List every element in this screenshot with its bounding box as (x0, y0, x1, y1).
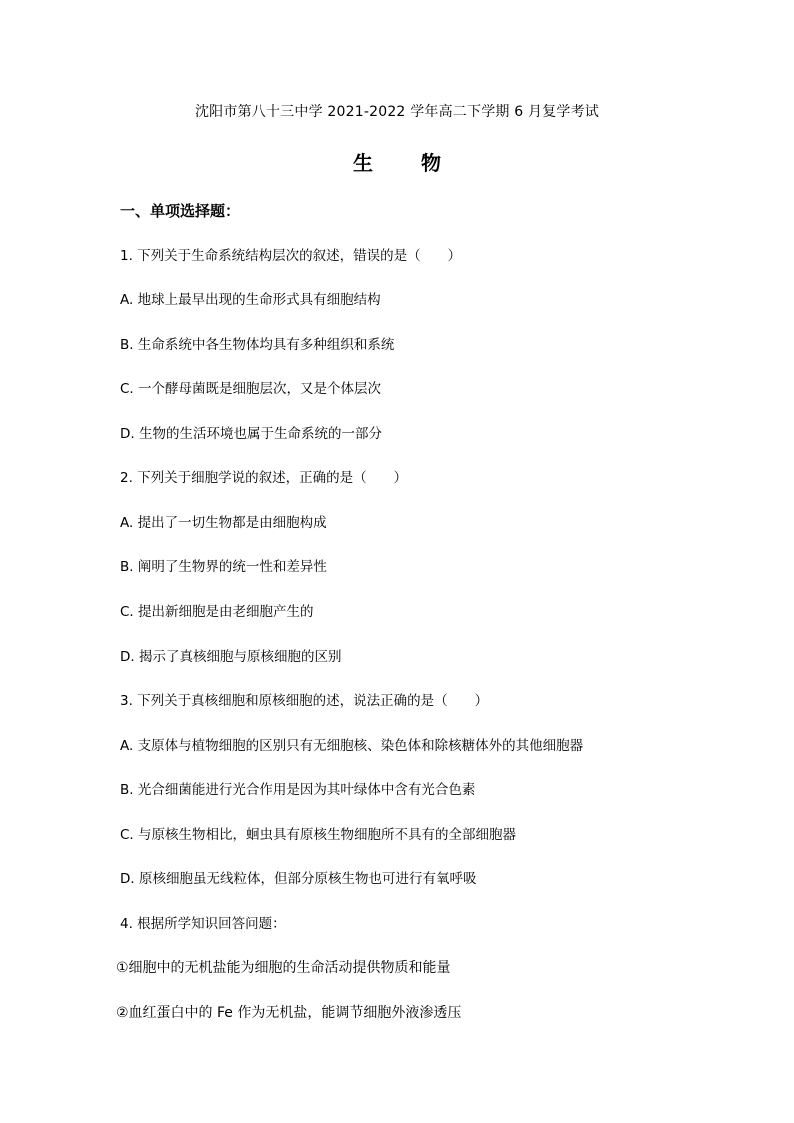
question-3-stem: 3. 下列关于真核细胞和原核细胞的述，说法正确的是（ ） (120, 693, 489, 709)
subject-char-1: 生 (353, 151, 373, 175)
exam-title: 沈阳市第八十三中学 2021-2022 学年高二下学期 6 月复学考试 (194, 104, 600, 120)
question-3-option-c: C. 与原核生物相比，蛔虫具有原核生物细胞所不具有的全部细胞器 (120, 827, 517, 843)
section-heading: 一、单项选择题： (120, 202, 241, 220)
question-1-stem: 1. 下列关于生命系统结构层次的叙述，错误的是（ ） (120, 248, 462, 264)
question-4-statement-2: ②血红蛋白中的 Fe 作为无机盐，能调节细胞外液渗透压 (116, 1005, 462, 1021)
subject-title (0, 150, 794, 176)
question-4-statement-1: ①细胞中的无机盐能为细胞的生命活动提供物质和能量 (116, 960, 451, 976)
question-2-option-c: C. 提出新细胞是由老细胞产生的 (120, 604, 314, 620)
question-3-option-d: D. 原核细胞虽无线粒体，但部分原核生物也可进行有氧呼吸 (120, 871, 477, 887)
question-1-option-d: D. 生物的生活环境也属于生命系统的一部分 (120, 426, 382, 442)
question-4-stem: 4. 根据所学知识回答问题： (120, 916, 286, 932)
question-3-option-a: A. 支原体与植物细胞的区别只有无细胞核、染色体和除核糖体外的其他细胞器 (120, 738, 584, 754)
question-2-option-d: D. 揭示了真核细胞与原核细胞的区别 (120, 649, 342, 665)
question-2-option-a: A. 提出了一切生物都是由细胞构成 (120, 515, 327, 531)
question-1-option-a: A. 地球上最早出现的生命形式具有细胞结构 (120, 292, 381, 308)
question-1-option-b: B. 生命系统中各生物体均具有多种组织和系统 (120, 337, 395, 353)
question-2-option-b: B. 阐明了生物界的统一性和差异性 (120, 559, 327, 575)
question-2-stem: 2. 下列关于细胞学说的叙述，正确的是（ ） (120, 470, 408, 486)
subject-char-2: 物 (421, 151, 441, 175)
question-1-option-c: C. 一个酵母菌既是细胞层次，又是个体层次 (120, 381, 382, 397)
question-3-option-b: B. 光合细菌能进行光合作用是因为其叶绿体中含有光合色素 (120, 782, 476, 798)
